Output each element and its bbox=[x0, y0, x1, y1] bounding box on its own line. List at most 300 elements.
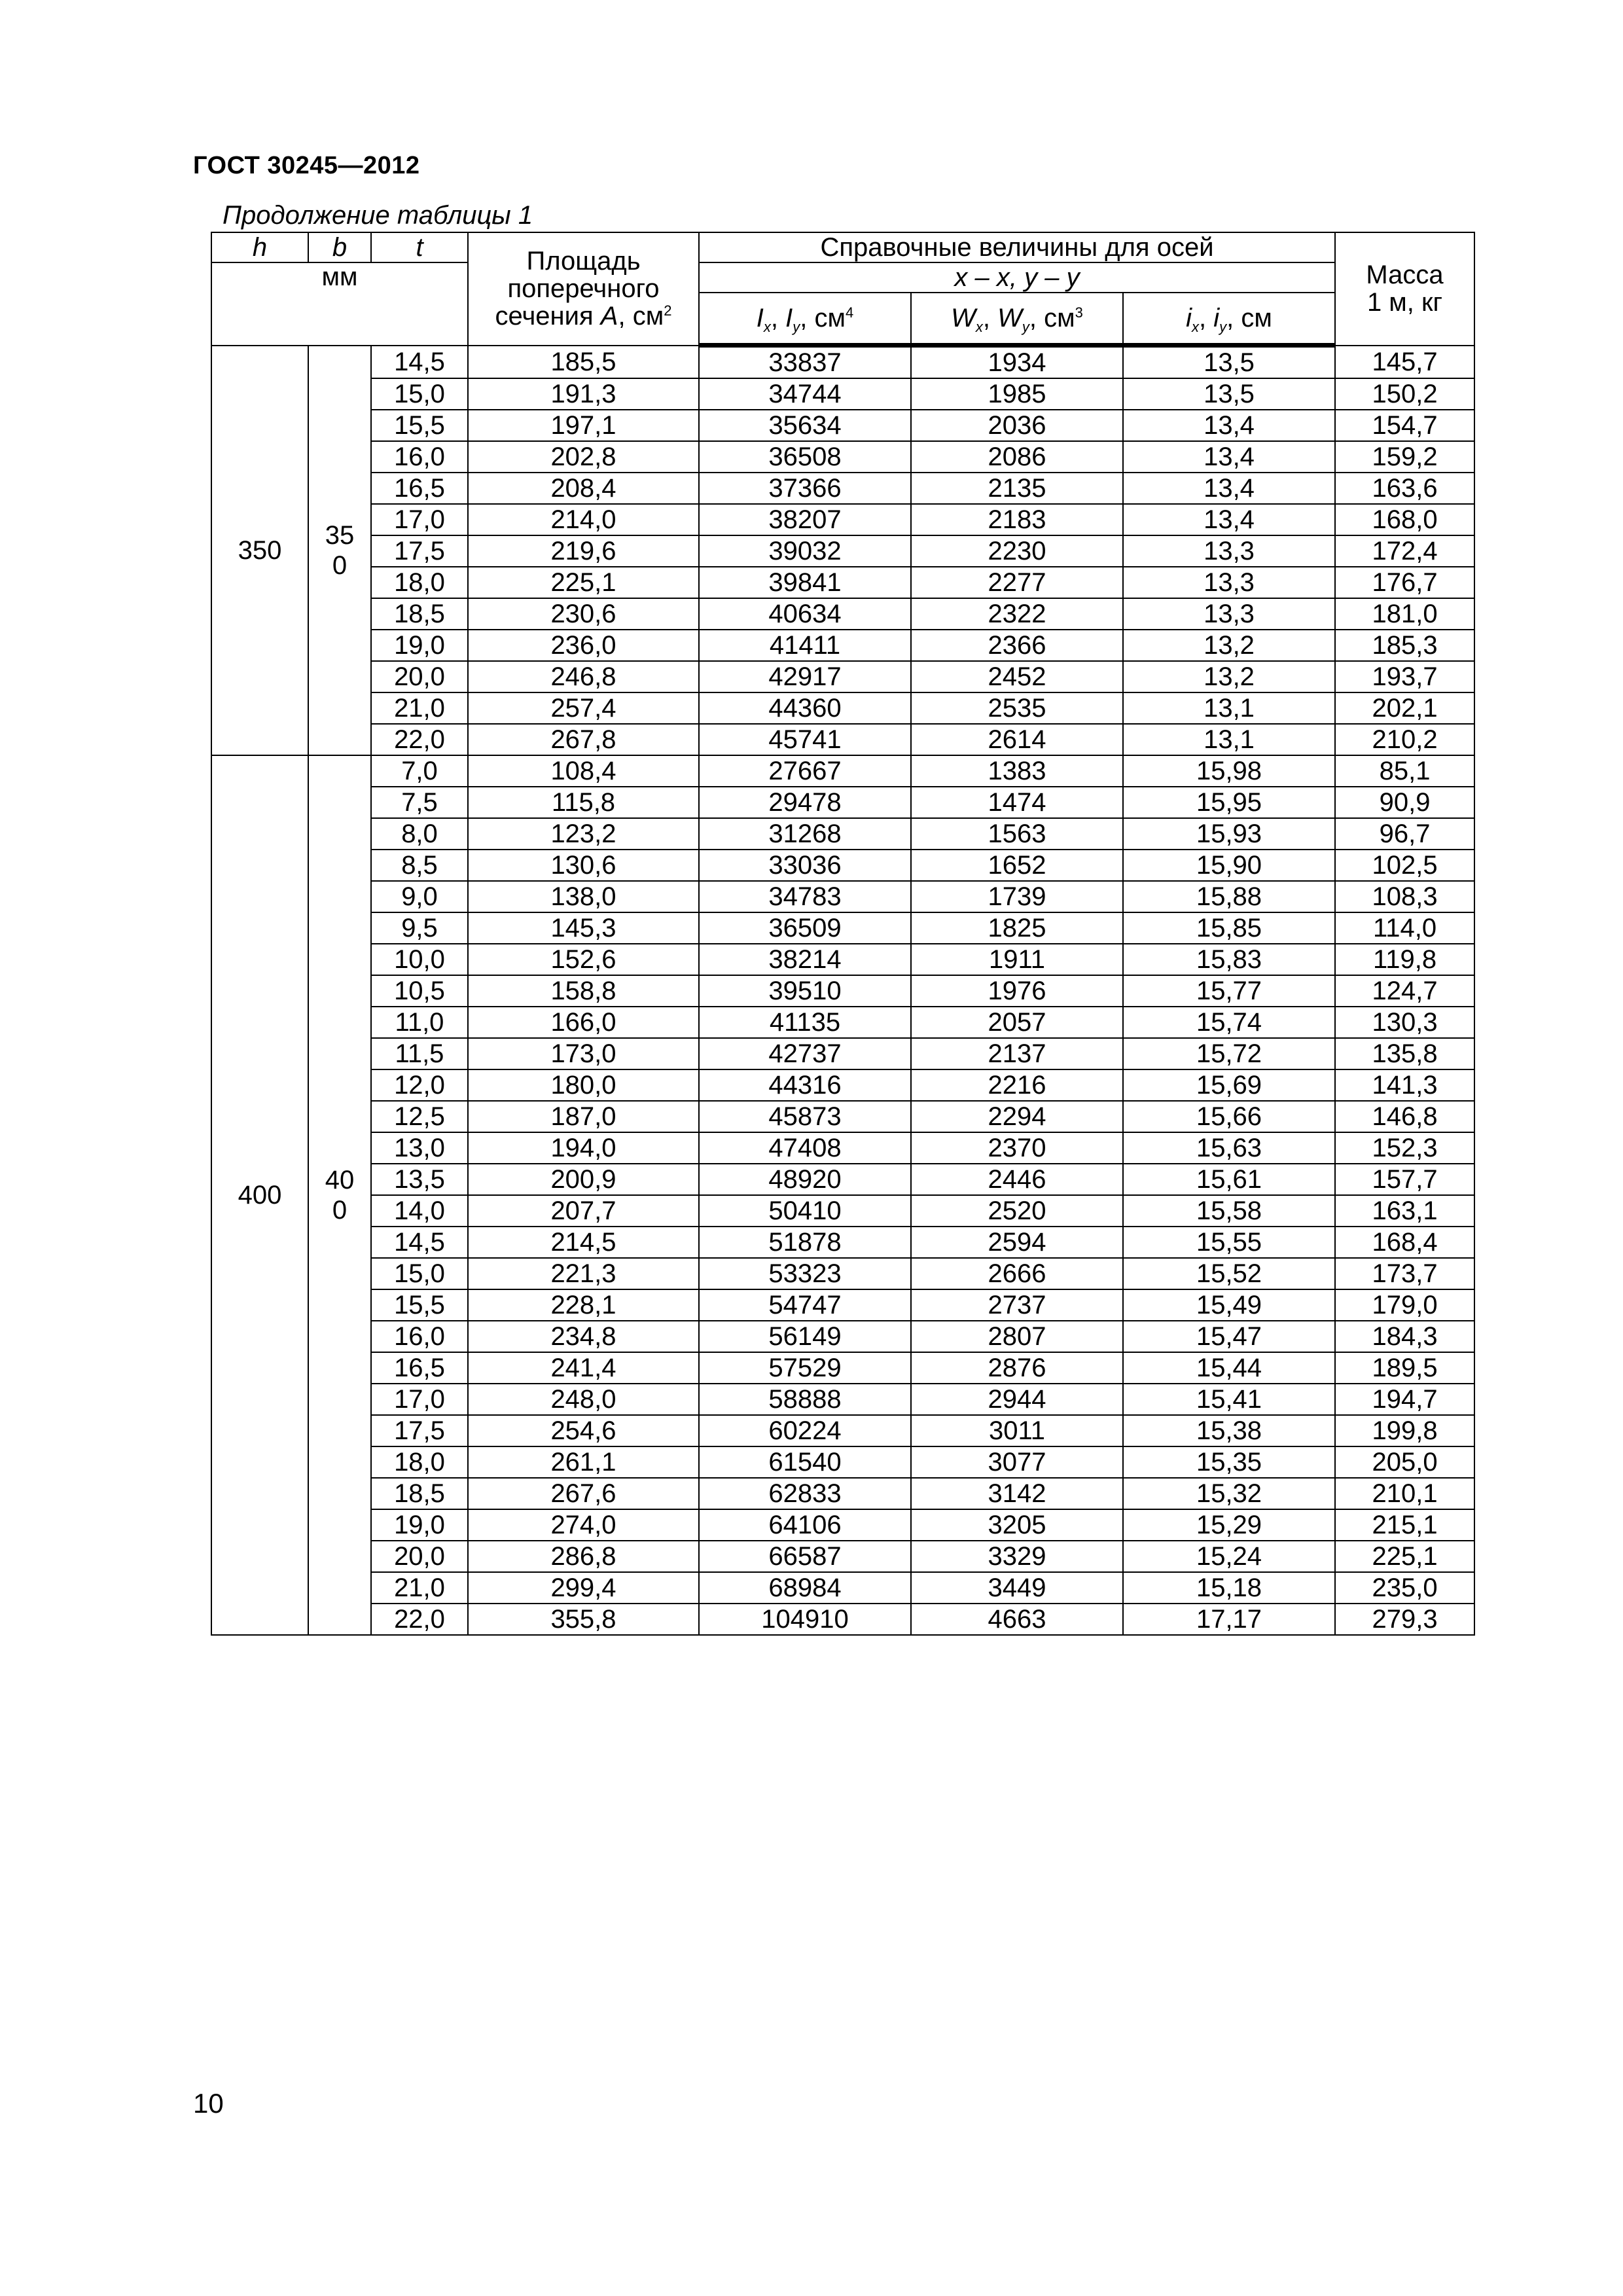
table-row bbox=[211, 1321, 1474, 1352]
section-modulus-value: 2446 bbox=[911, 1164, 1123, 1195]
header-i-exp: 4 bbox=[845, 304, 854, 321]
moment-of-inertia-value: 50410 bbox=[699, 1195, 911, 1227]
mass-value: 179,0 bbox=[1335, 1289, 1474, 1321]
moment-of-inertia-value: 39032 bbox=[699, 535, 911, 567]
header-r-sub-x: x bbox=[1192, 319, 1200, 335]
radius-of-gyration-value: 15,24 bbox=[1123, 1541, 1335, 1572]
moment-of-inertia-value: 36508 bbox=[699, 441, 911, 473]
t-value: 14,0 bbox=[371, 1195, 468, 1227]
area-value: 267,6 bbox=[468, 1478, 699, 1509]
section-modulus-value: 2876 bbox=[911, 1352, 1123, 1384]
moment-of-inertia-value: 45741 bbox=[699, 724, 911, 755]
moment-of-inertia-value: 39841 bbox=[699, 567, 911, 598]
section-modulus-value: 2535 bbox=[911, 692, 1123, 724]
section-properties-table bbox=[211, 232, 1475, 1636]
t-value: 19,0 bbox=[371, 630, 468, 661]
table-row bbox=[211, 975, 1474, 1007]
moment-of-inertia-value: 34744 bbox=[699, 378, 911, 410]
moment-of-inertia-value: 61540 bbox=[699, 1446, 911, 1478]
section-modulus-value: 1474 bbox=[911, 787, 1123, 818]
section-modulus-value: 2370 bbox=[911, 1132, 1123, 1164]
area-value: 219,6 bbox=[468, 535, 699, 567]
radius-of-gyration-value: 13,3 bbox=[1123, 535, 1335, 567]
area-value: 158,8 bbox=[468, 975, 699, 1007]
section-modulus-value: 2366 bbox=[911, 630, 1123, 661]
moment-of-inertia-value: 60224 bbox=[699, 1415, 911, 1446]
section-modulus-value: 1911 bbox=[911, 944, 1123, 975]
group-b-cell bbox=[308, 755, 371, 1635]
t-value: 10,5 bbox=[371, 975, 468, 1007]
section-modulus-value: 2137 bbox=[911, 1038, 1123, 1069]
t-value: 20,0 bbox=[371, 1541, 468, 1572]
t-value: 21,0 bbox=[371, 1572, 468, 1604]
table-row bbox=[211, 1541, 1474, 1572]
mass-value: 215,1 bbox=[1335, 1509, 1474, 1541]
moment-of-inertia-value: 57529 bbox=[699, 1352, 911, 1384]
radius-of-gyration-value: 13,5 bbox=[1123, 346, 1335, 379]
area-value: 286,8 bbox=[468, 1541, 699, 1572]
header-w-sub-y: y bbox=[1022, 319, 1029, 335]
header-w-symbol-x: W bbox=[951, 304, 976, 332]
t-value: 15,5 bbox=[371, 410, 468, 441]
t-value: 18,5 bbox=[371, 598, 468, 630]
radius-of-gyration-value: 15,38 bbox=[1123, 1415, 1335, 1446]
moment-of-inertia-value: 48920 bbox=[699, 1164, 911, 1195]
area-value: 221,3 bbox=[468, 1258, 699, 1289]
table-row bbox=[211, 1195, 1474, 1227]
table-row bbox=[211, 346, 1474, 379]
t-value: 10,0 bbox=[371, 944, 468, 975]
t-value: 16,0 bbox=[371, 1321, 468, 1352]
t-value: 9,5 bbox=[371, 912, 468, 944]
table-row bbox=[211, 787, 1474, 818]
header-t: t bbox=[371, 232, 468, 262]
mass-value: 202,1 bbox=[1335, 692, 1474, 724]
mass-value: 173,7 bbox=[1335, 1258, 1474, 1289]
mass-value: 189,5 bbox=[1335, 1352, 1474, 1384]
area-value: 299,4 bbox=[468, 1572, 699, 1604]
header-area bbox=[468, 232, 699, 346]
area-value: 138,0 bbox=[468, 881, 699, 912]
radius-of-gyration-value: 15,83 bbox=[1123, 944, 1335, 975]
mass-value: 163,1 bbox=[1335, 1195, 1474, 1227]
table-row bbox=[211, 1101, 1474, 1132]
section-modulus-value: 1563 bbox=[911, 818, 1123, 850]
moment-of-inertia-value: 38207 bbox=[699, 504, 911, 535]
section-modulus-value: 1825 bbox=[911, 912, 1123, 944]
table-row bbox=[211, 1352, 1474, 1384]
radius-of-gyration-value: 15,88 bbox=[1123, 881, 1335, 912]
radius-of-gyration-value: 15,44 bbox=[1123, 1352, 1335, 1384]
radius-of-gyration-value: 13,3 bbox=[1123, 598, 1335, 630]
table-row bbox=[211, 535, 1474, 567]
section-modulus-value: 3329 bbox=[911, 1541, 1123, 1572]
table-row bbox=[211, 1446, 1474, 1478]
section-modulus-value: 2216 bbox=[911, 1069, 1123, 1101]
table-caption: Продолжение таблицы 1 bbox=[223, 201, 533, 230]
header-i-unit: , см bbox=[800, 304, 846, 332]
section-modulus-value: 1383 bbox=[911, 755, 1123, 787]
area-value: 145,3 bbox=[468, 912, 699, 944]
header-area-symbol: A bbox=[600, 302, 618, 331]
area-value: 194,0 bbox=[468, 1132, 699, 1164]
area-value: 197,1 bbox=[468, 410, 699, 441]
table-row bbox=[211, 1132, 1474, 1164]
table-row bbox=[211, 410, 1474, 441]
area-value: 115,8 bbox=[468, 787, 699, 818]
mass-value: 163,6 bbox=[1335, 473, 1474, 504]
mass-value: 168,4 bbox=[1335, 1227, 1474, 1258]
area-value: 228,1 bbox=[468, 1289, 699, 1321]
section-modulus-value: 2086 bbox=[911, 441, 1123, 473]
t-value: 18,5 bbox=[371, 1478, 468, 1509]
mass-value: 152,3 bbox=[1335, 1132, 1474, 1164]
group-b-line1: 35 bbox=[325, 520, 355, 550]
group-b-line2: 0 bbox=[332, 550, 348, 580]
table-row bbox=[211, 755, 1474, 787]
moment-of-inertia-value: 33036 bbox=[699, 850, 911, 881]
section-modulus-value: 1739 bbox=[911, 881, 1123, 912]
radius-of-gyration-value: 15,66 bbox=[1123, 1101, 1335, 1132]
mass-value: 146,8 bbox=[1335, 1101, 1474, 1132]
moment-of-inertia-value: 40634 bbox=[699, 598, 911, 630]
header-section-modulus bbox=[911, 293, 1123, 346]
section-modulus-value: 1652 bbox=[911, 850, 1123, 881]
section-modulus-value: 2614 bbox=[911, 724, 1123, 755]
radius-of-gyration-value: 15,72 bbox=[1123, 1038, 1335, 1069]
header-h: h bbox=[211, 232, 308, 262]
t-value: 19,0 bbox=[371, 1509, 468, 1541]
section-modulus-value: 2294 bbox=[911, 1101, 1123, 1132]
moment-of-inertia-value: 27667 bbox=[699, 755, 911, 787]
header-r-sep: , bbox=[1199, 304, 1214, 332]
radius-of-gyration-value: 15,35 bbox=[1123, 1446, 1335, 1478]
table-row bbox=[211, 692, 1474, 724]
mass-value: 181,0 bbox=[1335, 598, 1474, 630]
mass-value: 124,7 bbox=[1335, 975, 1474, 1007]
table-row bbox=[211, 1164, 1474, 1195]
document-header: ГОСТ 30245—2012 bbox=[193, 152, 420, 179]
moment-of-inertia-value: 41135 bbox=[699, 1007, 911, 1038]
mass-value: 194,7 bbox=[1335, 1384, 1474, 1415]
mass-value: 114,0 bbox=[1335, 912, 1474, 944]
t-value: 22,0 bbox=[371, 724, 468, 755]
page-number: 10 bbox=[193, 2088, 224, 2119]
mass-value: 130,3 bbox=[1335, 1007, 1474, 1038]
table-row bbox=[211, 1289, 1474, 1321]
moment-of-inertia-value: 39510 bbox=[699, 975, 911, 1007]
header-radius-of-gyration bbox=[1123, 293, 1335, 346]
mass-value: 157,7 bbox=[1335, 1164, 1474, 1195]
radius-of-gyration-value: 15,61 bbox=[1123, 1164, 1335, 1195]
mass-value: 172,4 bbox=[1335, 535, 1474, 567]
header-w-sep: , bbox=[982, 304, 998, 332]
section-modulus-value: 3077 bbox=[911, 1446, 1123, 1478]
table-row bbox=[211, 1604, 1474, 1635]
header-moment-of-inertia bbox=[699, 293, 911, 346]
radius-of-gyration-value: 13,4 bbox=[1123, 410, 1335, 441]
radius-of-gyration-value: 15,58 bbox=[1123, 1195, 1335, 1227]
mass-value: 96,7 bbox=[1335, 818, 1474, 850]
t-value: 15,0 bbox=[371, 378, 468, 410]
header-i-sub-y: y bbox=[793, 319, 800, 335]
section-modulus-value: 3142 bbox=[911, 1478, 1123, 1509]
t-value: 9,0 bbox=[371, 881, 468, 912]
table-row bbox=[211, 473, 1474, 504]
table-row bbox=[211, 661, 1474, 692]
moment-of-inertia-value: 42737 bbox=[699, 1038, 911, 1069]
t-value: 15,5 bbox=[371, 1289, 468, 1321]
header-r-sub-y: y bbox=[1219, 319, 1227, 335]
mass-value: 141,3 bbox=[1335, 1069, 1474, 1101]
section-modulus-value: 2594 bbox=[911, 1227, 1123, 1258]
radius-of-gyration-value: 13,5 bbox=[1123, 378, 1335, 410]
radius-of-gyration-value: 15,98 bbox=[1123, 755, 1335, 787]
section-modulus-value: 2807 bbox=[911, 1321, 1123, 1352]
area-value: 123,2 bbox=[468, 818, 699, 850]
radius-of-gyration-value: 13,2 bbox=[1123, 661, 1335, 692]
mass-value: 135,8 bbox=[1335, 1038, 1474, 1069]
t-value: 14,5 bbox=[371, 1227, 468, 1258]
mass-value: 199,8 bbox=[1335, 1415, 1474, 1446]
radius-of-gyration-value: 15,95 bbox=[1123, 787, 1335, 818]
radius-of-gyration-value: 15,47 bbox=[1123, 1321, 1335, 1352]
area-value: 187,0 bbox=[468, 1101, 699, 1132]
section-modulus-value: 3449 bbox=[911, 1572, 1123, 1604]
moment-of-inertia-value: 68984 bbox=[699, 1572, 911, 1604]
mass-value: 225,1 bbox=[1335, 1541, 1474, 1572]
mass-value: 145,7 bbox=[1335, 346, 1474, 379]
moment-of-inertia-value: 36509 bbox=[699, 912, 911, 944]
header-w-exp: 3 bbox=[1075, 304, 1083, 321]
moment-of-inertia-value: 47408 bbox=[699, 1132, 911, 1164]
area-value: 241,4 bbox=[468, 1352, 699, 1384]
group-b-line1: 40 bbox=[325, 1166, 355, 1194]
t-value: 16,5 bbox=[371, 1352, 468, 1384]
area-value: 185,5 bbox=[468, 346, 699, 379]
section-modulus-value: 2183 bbox=[911, 504, 1123, 535]
mass-value: 119,8 bbox=[1335, 944, 1474, 975]
radius-of-gyration-value: 13,4 bbox=[1123, 441, 1335, 473]
table-row bbox=[211, 881, 1474, 912]
area-value: 152,6 bbox=[468, 944, 699, 975]
moment-of-inertia-value: 42917 bbox=[699, 661, 911, 692]
radius-of-gyration-value: 13,1 bbox=[1123, 724, 1335, 755]
area-value: 207,7 bbox=[468, 1195, 699, 1227]
group-h-cell: 350 bbox=[211, 346, 308, 756]
section-modulus-value: 3205 bbox=[911, 1509, 1123, 1541]
group-h-cell: 400 bbox=[211, 755, 308, 1635]
area-value: 108,4 bbox=[468, 755, 699, 787]
radius-of-gyration-value: 15,55 bbox=[1123, 1227, 1335, 1258]
moment-of-inertia-value: 104910 bbox=[699, 1604, 911, 1635]
table-row bbox=[211, 850, 1474, 881]
radius-of-gyration-value: 13,4 bbox=[1123, 504, 1335, 535]
header-area-line3: сечения bbox=[495, 302, 594, 331]
moment-of-inertia-value: 56149 bbox=[699, 1321, 911, 1352]
table-row bbox=[211, 441, 1474, 473]
t-value: 12,5 bbox=[371, 1101, 468, 1132]
t-value: 7,0 bbox=[371, 755, 468, 787]
header-reference-values: Справочные величины для осей bbox=[699, 232, 1335, 262]
table-row bbox=[211, 944, 1474, 975]
mass-value: 154,7 bbox=[1335, 410, 1474, 441]
table-row bbox=[211, 630, 1474, 661]
section-modulus-value: 2057 bbox=[911, 1007, 1123, 1038]
header-area-line2: поперечного bbox=[507, 274, 660, 304]
moment-of-inertia-value: 62833 bbox=[699, 1478, 911, 1509]
header-mass bbox=[1335, 232, 1474, 346]
area-value: 130,6 bbox=[468, 850, 699, 881]
radius-of-gyration-value: 15,69 bbox=[1123, 1069, 1335, 1101]
moment-of-inertia-value: 41411 bbox=[699, 630, 911, 661]
t-value: 8,5 bbox=[371, 850, 468, 881]
section-modulus-value: 2277 bbox=[911, 567, 1123, 598]
table-row bbox=[211, 378, 1474, 410]
section-modulus-value: 4663 bbox=[911, 1604, 1123, 1635]
moment-of-inertia-value: 53323 bbox=[699, 1258, 911, 1289]
table-row bbox=[211, 1227, 1474, 1258]
header-w-sub-x: x bbox=[975, 319, 983, 335]
table-row bbox=[211, 818, 1474, 850]
radius-of-gyration-value: 15,52 bbox=[1123, 1258, 1335, 1289]
area-value: 230,6 bbox=[468, 598, 699, 630]
area-value: 234,8 bbox=[468, 1321, 699, 1352]
radius-of-gyration-value: 15,77 bbox=[1123, 975, 1335, 1007]
area-value: 225,1 bbox=[468, 567, 699, 598]
t-value: 11,0 bbox=[371, 1007, 468, 1038]
t-value: 17,5 bbox=[371, 535, 468, 567]
moment-of-inertia-value: 44316 bbox=[699, 1069, 911, 1101]
t-value: 16,5 bbox=[371, 473, 468, 504]
mass-value: 102,5 bbox=[1335, 850, 1474, 881]
mass-value: 210,2 bbox=[1335, 724, 1474, 755]
area-value: 236,0 bbox=[468, 630, 699, 661]
header-area-exp: 2 bbox=[664, 302, 672, 319]
mass-value: 184,3 bbox=[1335, 1321, 1474, 1352]
header-i-sub-x: x bbox=[763, 319, 771, 335]
section-modulus-value: 1985 bbox=[911, 378, 1123, 410]
t-value: 17,5 bbox=[371, 1415, 468, 1446]
table-row bbox=[211, 1258, 1474, 1289]
table-row bbox=[211, 1572, 1474, 1604]
moment-of-inertia-value: 37366 bbox=[699, 473, 911, 504]
section-modulus-value: 2036 bbox=[911, 410, 1123, 441]
radius-of-gyration-value: 15,49 bbox=[1123, 1289, 1335, 1321]
t-value: 18,0 bbox=[371, 1446, 468, 1478]
section-modulus-value: 2666 bbox=[911, 1258, 1123, 1289]
t-value: 22,0 bbox=[371, 1604, 468, 1635]
t-value: 14,5 bbox=[371, 346, 468, 379]
t-value: 7,5 bbox=[371, 787, 468, 818]
section-modulus-value: 2944 bbox=[911, 1384, 1123, 1415]
t-value: 11,5 bbox=[371, 1038, 468, 1069]
moment-of-inertia-value: 64106 bbox=[699, 1509, 911, 1541]
mass-value: 193,7 bbox=[1335, 661, 1474, 692]
area-value: 214,5 bbox=[468, 1227, 699, 1258]
mass-value: 279,3 bbox=[1335, 1604, 1474, 1635]
moment-of-inertia-value: 66587 bbox=[699, 1541, 911, 1572]
section-modulus-value: 2520 bbox=[911, 1195, 1123, 1227]
radius-of-gyration-value: 15,90 bbox=[1123, 850, 1335, 881]
radius-of-gyration-value: 15,63 bbox=[1123, 1132, 1335, 1164]
area-value: 248,0 bbox=[468, 1384, 699, 1415]
t-value: 21,0 bbox=[371, 692, 468, 724]
mass-value: 210,1 bbox=[1335, 1478, 1474, 1509]
header-r-symbol-y: i bbox=[1213, 304, 1220, 332]
t-value: 15,0 bbox=[371, 1258, 468, 1289]
area-value: 267,8 bbox=[468, 724, 699, 755]
moment-of-inertia-value: 45873 bbox=[699, 1101, 911, 1132]
t-value: 13,0 bbox=[371, 1132, 468, 1164]
t-value: 17,0 bbox=[371, 504, 468, 535]
t-value: 13,5 bbox=[371, 1164, 468, 1195]
moment-of-inertia-value: 44360 bbox=[699, 692, 911, 724]
table-row bbox=[211, 1038, 1474, 1069]
area-value: 191,3 bbox=[468, 378, 699, 410]
mass-value: 108,3 bbox=[1335, 881, 1474, 912]
area-value: 202,8 bbox=[468, 441, 699, 473]
header-b: b bbox=[308, 232, 371, 262]
radius-of-gyration-value: 15,41 bbox=[1123, 1384, 1335, 1415]
moment-of-inertia-value: 34783 bbox=[699, 881, 911, 912]
radius-of-gyration-value: 15,85 bbox=[1123, 912, 1335, 944]
moment-of-inertia-value: 31268 bbox=[699, 818, 911, 850]
table-row bbox=[211, 1384, 1474, 1415]
mass-value: 205,0 bbox=[1335, 1446, 1474, 1478]
header-i-symbol-y: I bbox=[785, 304, 793, 332]
radius-of-gyration-value: 15,93 bbox=[1123, 818, 1335, 850]
table-row bbox=[211, 504, 1474, 535]
mass-value: 176,7 bbox=[1335, 567, 1474, 598]
table-header bbox=[211, 232, 1474, 346]
mass-value: 185,3 bbox=[1335, 630, 1474, 661]
header-axes: x – x, y – y bbox=[699, 262, 1335, 293]
radius-of-gyration-value: 15,18 bbox=[1123, 1572, 1335, 1604]
header-w-symbol-y: W bbox=[997, 304, 1022, 332]
section-modulus-value: 1976 bbox=[911, 975, 1123, 1007]
mass-value: 168,0 bbox=[1335, 504, 1474, 535]
section-modulus-value: 2135 bbox=[911, 473, 1123, 504]
header-mass-line1: Масса bbox=[1366, 260, 1444, 290]
moment-of-inertia-value: 54747 bbox=[699, 1289, 911, 1321]
moment-of-inertia-value: 38214 bbox=[699, 944, 911, 975]
table-row bbox=[211, 1509, 1474, 1541]
area-value: 257,4 bbox=[468, 692, 699, 724]
section-modulus-value: 1934 bbox=[911, 346, 1123, 379]
area-value: 355,8 bbox=[468, 1604, 699, 1635]
moment-of-inertia-value: 29478 bbox=[699, 787, 911, 818]
header-r-unit: , см bbox=[1226, 304, 1272, 332]
header-area-unit: , см bbox=[618, 302, 664, 331]
radius-of-gyration-value: 13,4 bbox=[1123, 473, 1335, 504]
mass-value: 159,2 bbox=[1335, 441, 1474, 473]
radius-of-gyration-value: 13,3 bbox=[1123, 567, 1335, 598]
area-value: 214,0 bbox=[468, 504, 699, 535]
header-r-symbol-x: i bbox=[1186, 304, 1192, 332]
group-b-cell bbox=[308, 346, 371, 756]
t-value: 8,0 bbox=[371, 818, 468, 850]
table-row bbox=[211, 567, 1474, 598]
moment-of-inertia-value: 58888 bbox=[699, 1384, 911, 1415]
area-value: 166,0 bbox=[468, 1007, 699, 1038]
t-value: 12,0 bbox=[371, 1069, 468, 1101]
area-value: 180,0 bbox=[468, 1069, 699, 1101]
mass-value: 85,1 bbox=[1335, 755, 1474, 787]
table-row bbox=[211, 1478, 1474, 1509]
header-area-line1: Площадь bbox=[526, 247, 641, 276]
mass-value: 235,0 bbox=[1335, 1572, 1474, 1604]
